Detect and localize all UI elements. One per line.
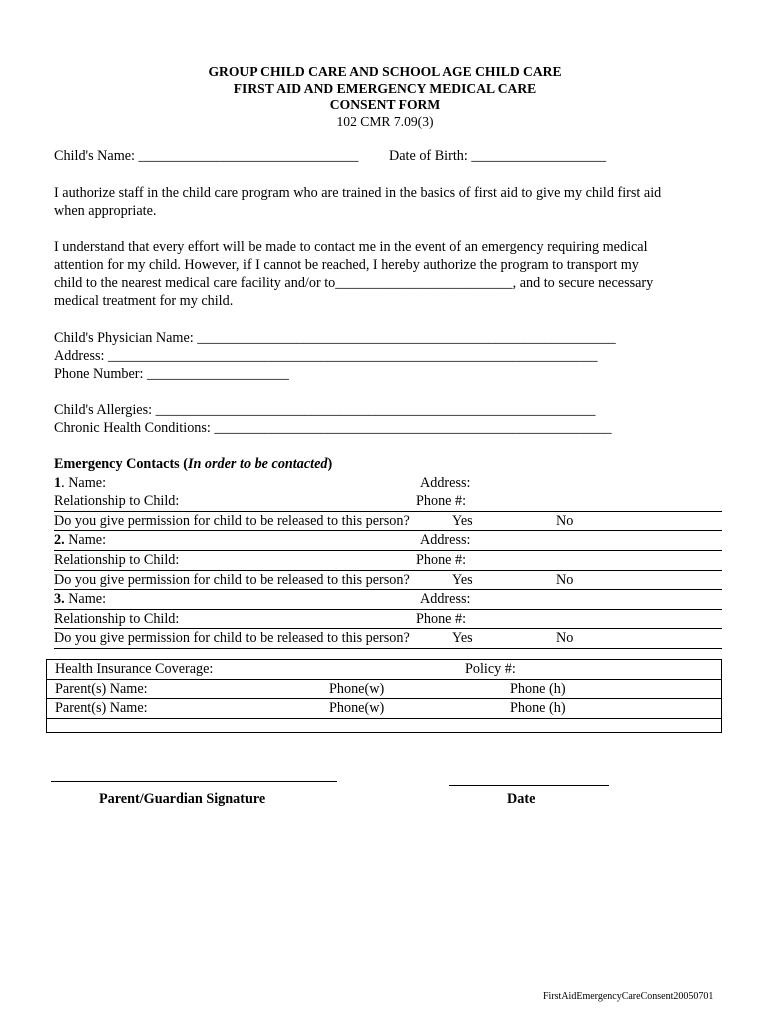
contact-1-permission-row xyxy=(54,512,722,532)
emergency-title-end: ) xyxy=(327,456,333,472)
contact-1-name-label: . Name: xyxy=(61,474,107,491)
contact-3-phone-label: Phone #: xyxy=(416,610,467,627)
chronic-conditions-field[interactable]: Chronic Health Conditions: ________________________________________________________ xyxy=(54,420,612,436)
emergency-title-text: Emergency Contacts ( xyxy=(54,456,188,472)
parent-1-row[interactable] xyxy=(47,680,721,700)
header-line-2: FIRST AID AND EMERGENCY MEDICAL CARE xyxy=(233,80,537,96)
contact-2-address-label: Address: xyxy=(420,532,471,549)
contact-1-number: 1 xyxy=(54,474,62,491)
contact-3-no-option[interactable]: No xyxy=(556,630,574,647)
contact-2-permission-row xyxy=(54,571,722,591)
contact-2-permission-label: Do you give permission for child to be released to this person? xyxy=(54,571,410,588)
policy-number-label: Policy #: xyxy=(465,661,516,677)
transport-line-1: I understand that every effort will be made to contact me in the event of an emergency requiring medical xyxy=(54,239,648,255)
contact-2-relationship-row[interactable] xyxy=(54,551,722,571)
first-aid-line-2: when appropriate. xyxy=(54,203,157,219)
parent-1-work-phone-label: Phone(w) xyxy=(329,680,385,697)
parent-2-name-label: Parent(s) Name: xyxy=(55,700,148,716)
physician-name-field[interactable]: Child's Physician Name: ___________________________________________________________ xyxy=(54,330,616,346)
signature-line[interactable] xyxy=(51,781,337,782)
emergency-contacts-section xyxy=(54,455,722,649)
contact-2-no-option[interactable]: No xyxy=(556,571,574,588)
contact-2-yes-option[interactable]: Yes xyxy=(452,571,473,588)
physician-address-field[interactable]: Address: _____________________________________________________________________ xyxy=(54,348,598,364)
date-of-birth-field[interactable]: Date of Birth: ___________________ xyxy=(389,148,607,164)
contact-2-name-label: Name: xyxy=(64,532,107,549)
insurance-coverage-row[interactable] xyxy=(47,660,721,680)
allergies-field[interactable]: Child's Allergies: ______________________________________________________________ xyxy=(54,402,596,418)
parent-2-work-phone-label: Phone(w) xyxy=(329,700,385,716)
form-header xyxy=(0,64,770,130)
contact-1-relationship-label: Relationship to Child: xyxy=(54,493,180,510)
contact-1-permission-label: Do you give permission for child to be released to this person? xyxy=(54,512,410,529)
contact-3-relationship-row[interactable] xyxy=(54,610,722,630)
header-line-1: GROUP CHILD CARE AND SCHOOL AGE CHILD CARE xyxy=(208,64,562,79)
contact-1-yes-option[interactable]: Yes xyxy=(452,512,473,529)
first-aid-line-1: I authorize staff in the child care program who are trained in the basics of first aid to give my child first aid xyxy=(54,185,662,201)
date-line[interactable] xyxy=(449,785,609,786)
parent-2-home-phone-label: Phone (h) xyxy=(510,700,566,716)
contact-3-name-row[interactable] xyxy=(54,590,722,610)
contact-2-relationship-label: Relationship to Child: xyxy=(54,551,180,568)
regulation-reference: 102 CMR 7.09(3) xyxy=(336,113,434,129)
parent-1-home-phone-label: Phone (h) xyxy=(510,680,566,697)
contact-3-permission-label: Do you give permission for child to be released to this person? xyxy=(54,630,410,647)
form-code-footer: FirstAidEmergencyCareConsent20050701 xyxy=(543,991,714,1002)
contact-3-number: 3. xyxy=(54,591,65,608)
transport-line-3[interactable]: child to the nearest medical care facility and/or to_________________________, and to secure necessary xyxy=(54,275,654,291)
contact-1-phone-label: Phone #: xyxy=(416,493,467,510)
first-aid-authorization xyxy=(54,184,714,220)
contact-1-relationship-row[interactable] xyxy=(54,492,722,512)
physician-phone-field[interactable]: Phone Number: ____________________ xyxy=(54,366,289,382)
contact-3-name-label: Name: xyxy=(64,591,107,608)
parent-2-row[interactable] xyxy=(47,699,721,719)
contact-1-no-option[interactable]: No xyxy=(556,512,574,529)
contact-2-number: 2. xyxy=(54,532,65,549)
contact-3-relationship-label: Relationship to Child: xyxy=(54,610,180,627)
parent-1-name-label: Parent(s) Name: xyxy=(55,680,148,697)
insurance-coverage-label: Health Insurance Coverage: xyxy=(55,661,214,677)
transport-line-2: attention for my child. However, if I cannot be reached, I hereby authorize the program to transport my xyxy=(54,257,639,273)
date-label: Date xyxy=(507,791,536,807)
contact-2-name-row[interactable] xyxy=(54,531,722,551)
emergency-contacts-title xyxy=(54,455,722,474)
contact-3-yes-option[interactable]: Yes xyxy=(452,630,473,647)
contact-1-address-label: Address: xyxy=(420,474,471,491)
header-line-3: CONSENT FORM xyxy=(329,97,441,112)
emergency-title-italic: In order to be contacted xyxy=(187,456,328,472)
insurance-table xyxy=(46,659,722,733)
transport-authorization xyxy=(54,238,714,310)
transport-line-4: medical treatment for my child. xyxy=(54,293,234,309)
child-name-field[interactable]: Child's Name: _______________________________ xyxy=(54,148,359,164)
contact-3-address-label: Address: xyxy=(420,591,471,608)
contact-3-permission-row xyxy=(54,629,722,649)
contact-1-name-row[interactable] xyxy=(54,474,722,493)
contact-2-phone-label: Phone #: xyxy=(416,551,467,568)
signature-label: Parent/Guardian Signature xyxy=(99,791,266,807)
